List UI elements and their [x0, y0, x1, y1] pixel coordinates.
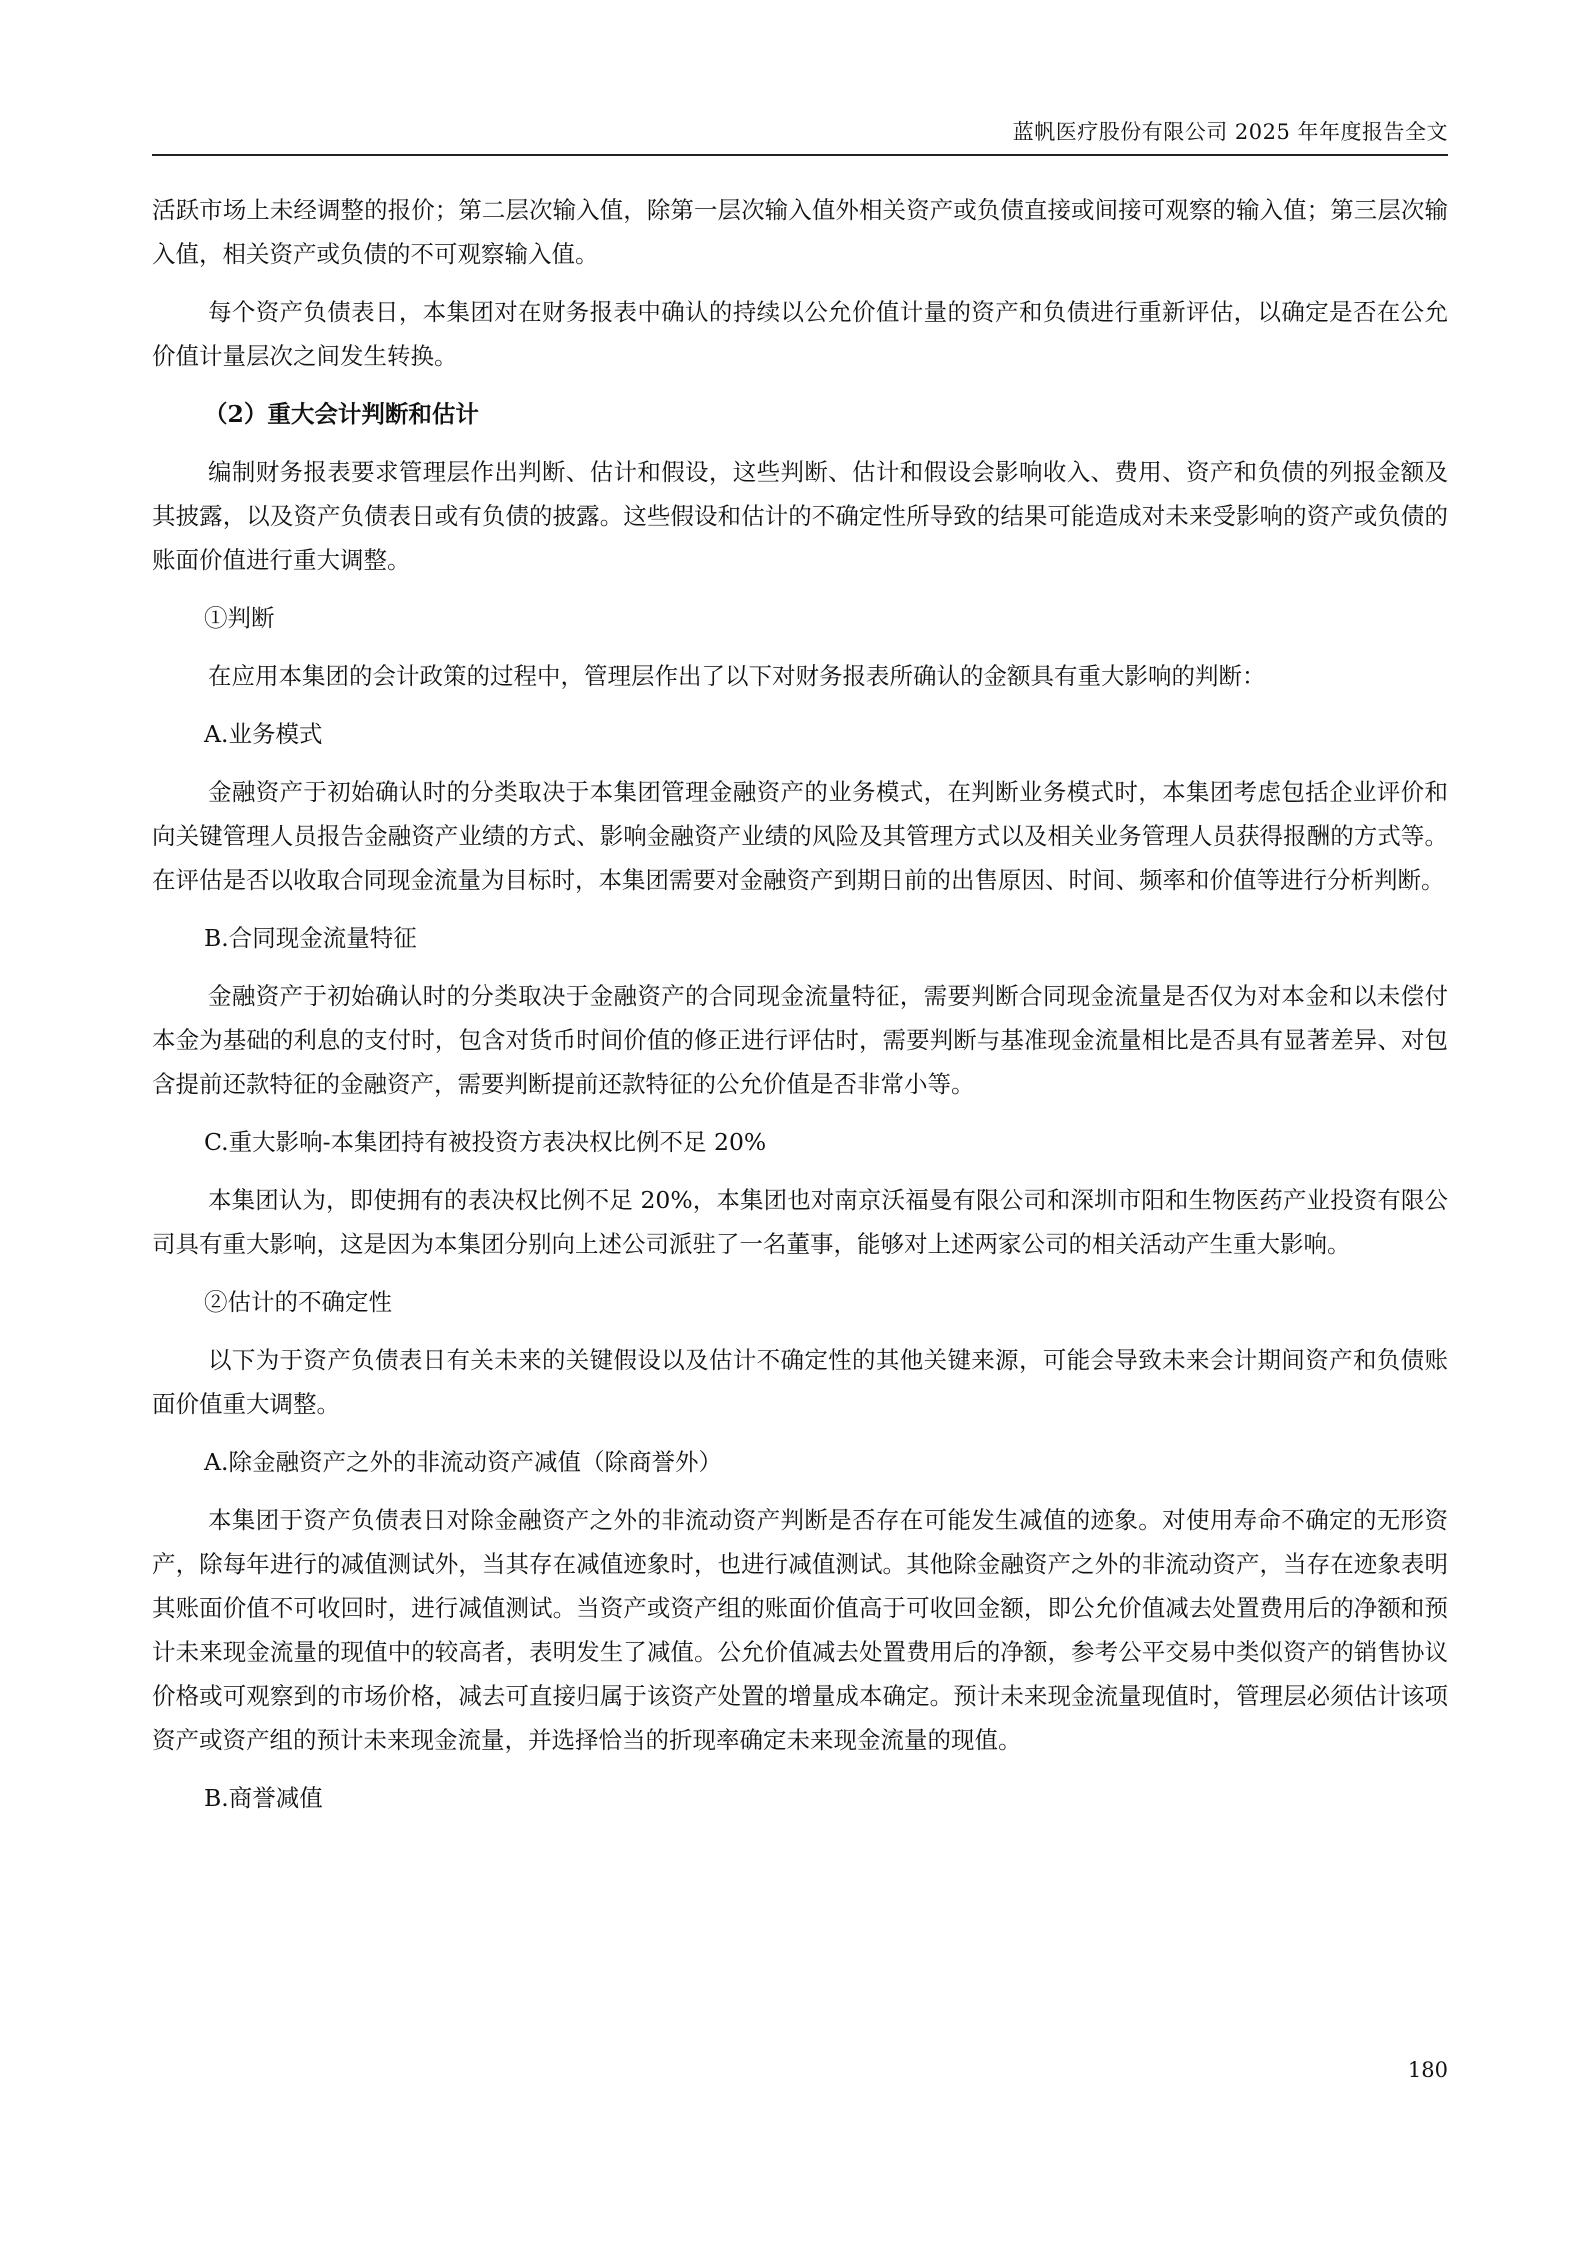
section-heading: （2）重大会计判断和估计 [204, 400, 479, 428]
item-heading: B.合同现金流量特征 [204, 924, 417, 952]
subsection-heading: ①判断 [204, 604, 275, 632]
subsection-heading: ②估计的不确定性 [204, 1288, 392, 1316]
item-heading: A.业务模式 [204, 720, 323, 748]
paragraph: 编制财务报表要求管理层作出判断、估计和假设，这些判断、估计和假设会影响收入、费用、资产和负债的列报金额及其披露，以及资产负债表日或有负债的披露。这些假设和估计的不确定性所导致的结果可能造成对未来受影响的资产或负债的账面价值进行重大调整。 [152, 458, 1448, 574]
paragraph: 每个资产负债表日，本集团对在财务报表中确认的持续以公允价值计量的资产和负债进行重新评估，以确定是否在公允价值计量层次之间发生转换。 [152, 298, 1448, 370]
item-heading: A.除金融资产之外的非流动资产减值（除商誉外） [204, 1448, 722, 1476]
item-heading: B.商誉减值 [204, 1784, 323, 1812]
paragraph: 在应用本集团的会计政策的过程中，管理层作出了以下对财务报表所确认的金额具有重大影响的判断： [208, 662, 1266, 690]
paragraph: 本集团于资产负债表日对除金融资产之外的非流动资产判断是否存在可能发生减值的迹象。对使用寿命不确定的无形资产，除每年进行的减值测试外，当其存在减值迹象时，也进行减值测试。其他除金融资产之外的非流动资产，当存在迹象表明其账面价值不可收回时，进行减值测试。当资产或资产组的账面价值高于可收回金额，即公允价值减去处置费用后的净额和预计未来现金流量的现值中的较高者，表明发生了减值。公允价值减去处置费用后的净额，参考公平交易中类似资产的销售协议价格或可观察到的市场价格，减去可直接归属于该资产处置的增量成本确定。预计未来现金流量现值时，管理层必须估计该项资产或资产组的预计未来现金流量，并选择恰当的折现率确定未来现金流量的现值。 [152, 1506, 1448, 1754]
paragraph: 本集团认为，即使拥有的表决权比例不足 20%，本集团也对南京沃福曼有限公司和深圳市阳和生物医药产业投资有限公司具有重大影响，这是因为本集团分别向上述公司派驻了一名董事，能够对上述两家公司的相关活动产生重大影响。 [152, 1186, 1448, 1258]
header-title: 蓝帆医疗股份有限公司 2025 年年度报告全文 [1012, 120, 1448, 144]
paragraph: 金融资产于初始确认时的分类取决于本集团管理金融资产的业务模式，在判断业务模式时，本集团考虑包括企业评价和向关键管理人员报告金融资产业绩的方式、影响金融资产业绩的风险及其管理方式以及相关业务管理人员获得报酬的方式等。在评估是否以收取合同现金流量为目标时，本集团需要对金融资产到期日前的出售原因、时间、频率和价值等进行分析判断。 [152, 778, 1448, 894]
page-header [152, 112, 1448, 156]
item-heading: C.重大影响-本集团持有被投资方表决权比例不足 20% [204, 1128, 767, 1156]
page-number: 180 [1407, 2058, 1448, 2082]
paragraph: 以下为于资产负债表日有关未来的关键假设以及估计不确定性的其他关键来源，可能会导致未来会计期间资产和负债账面价值重大调整。 [152, 1346, 1448, 1418]
paragraph: 金融资产于初始确认时的分类取决于金融资产的合同现金流量特征，需要判断合同现金流量是否仅为对本金和以未偿付本金为基础的利息的支付时，包含对货币时间价值的修正进行评估时，需要判断与基准现金流量相比是否具有显著差异、对包含提前还款特征的金融资产，需要判断提前还款特征的公允价值是否非常小等。 [152, 982, 1448, 1098]
paragraph-continuation: 活跃市场上未经调整的报价；第二层次输入值，除第一层次输入值外相关资产或负债直接或间接可观察的输入值；第三层次输入值，相关资产或负债的不可观察输入值。 [152, 196, 1448, 268]
document-body [152, 188, 1448, 1834]
